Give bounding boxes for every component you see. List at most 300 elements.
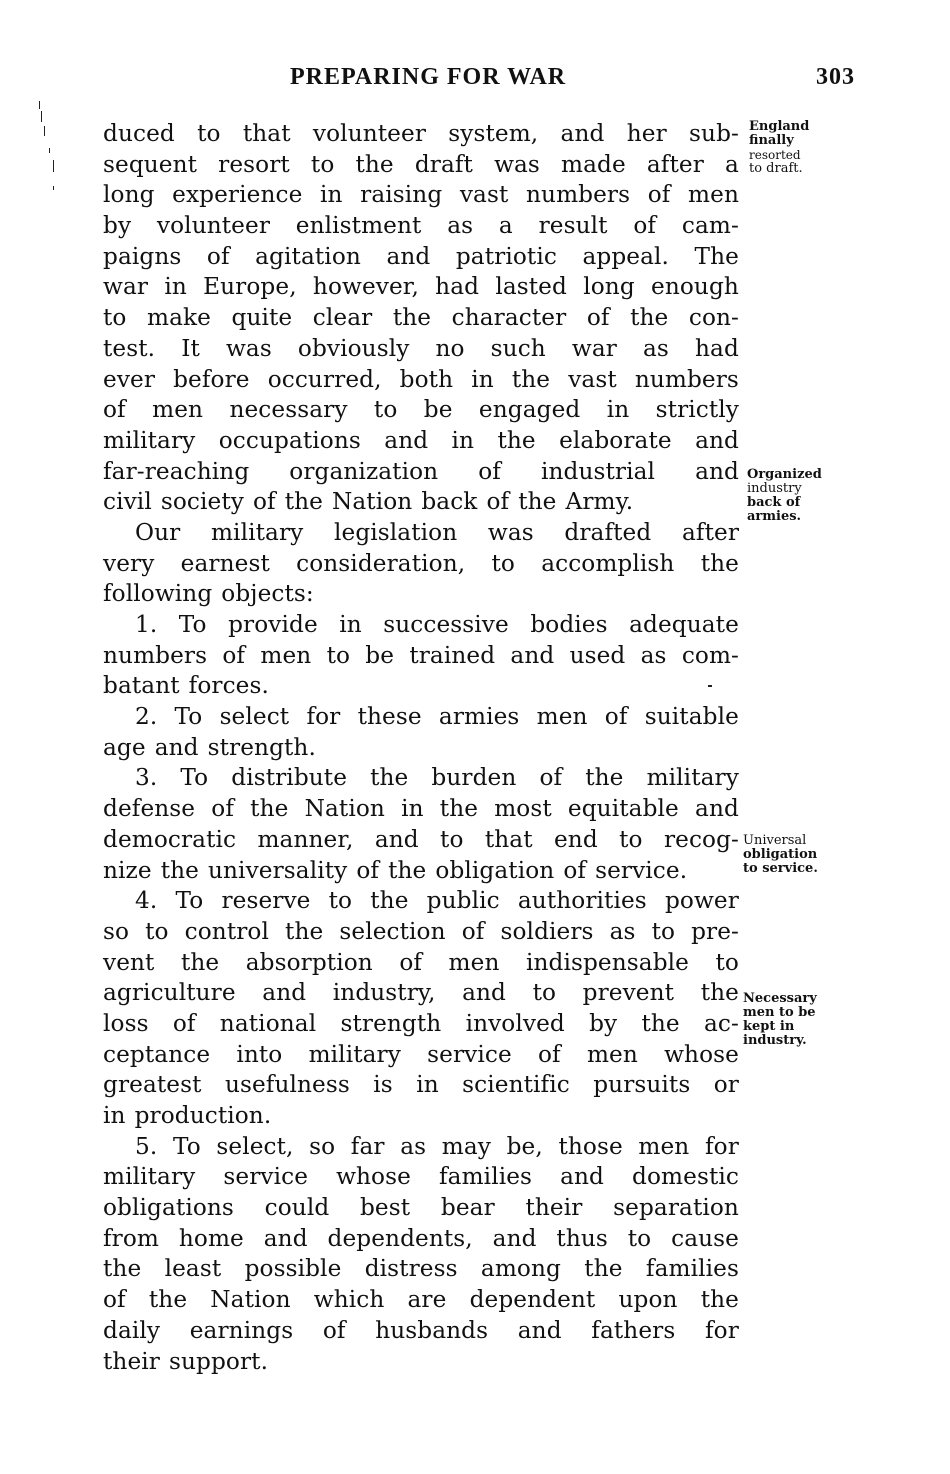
text-line xyxy=(103,1224,739,1255)
word: organization xyxy=(289,457,439,485)
margin-note-line: resorted xyxy=(749,148,801,162)
word: select xyxy=(219,703,290,731)
word: in xyxy=(339,611,362,638)
word: industry, xyxy=(332,979,436,1007)
word: the xyxy=(439,795,479,823)
word: that xyxy=(242,120,291,147)
word: be xyxy=(423,396,453,424)
word: upon xyxy=(618,1286,678,1314)
margin-note-line: Necessary xyxy=(743,991,817,1006)
word: manner, xyxy=(257,825,354,853)
word: a xyxy=(724,150,739,178)
word: engaged xyxy=(478,396,581,424)
word: make xyxy=(147,304,211,332)
word: provide xyxy=(228,611,318,638)
word: in xyxy=(416,1071,439,1099)
word: strength xyxy=(340,1009,442,1037)
word: in xyxy=(471,365,494,393)
word: selection xyxy=(339,917,446,945)
word: to xyxy=(373,396,398,424)
word: necessary xyxy=(229,396,348,424)
word: quite xyxy=(231,304,293,332)
word: these xyxy=(357,703,422,731)
word: in xyxy=(401,795,424,823)
word: Nation xyxy=(331,488,413,516)
margin-note-line: obligation xyxy=(743,847,818,862)
word: after xyxy=(681,518,739,546)
word: the xyxy=(148,1286,188,1314)
margin-note-universal-obligation xyxy=(743,834,818,876)
text-line xyxy=(103,1316,739,1347)
margin-note-line: to service. xyxy=(743,861,818,876)
word: as xyxy=(609,917,636,945)
word: distribute xyxy=(231,764,348,792)
word: after xyxy=(646,150,704,178)
word: fathers xyxy=(591,1316,676,1344)
word: bodies xyxy=(530,611,608,638)
word: military xyxy=(646,764,739,792)
word: home xyxy=(178,1224,244,1252)
word: the xyxy=(284,488,323,516)
word: and xyxy=(386,242,431,270)
margin-note-line: Universal xyxy=(743,833,807,848)
word: the xyxy=(584,1255,623,1283)
word: agitation xyxy=(255,242,361,270)
word: equitable xyxy=(567,795,679,823)
word: enough xyxy=(651,273,739,301)
word: of xyxy=(211,795,235,823)
word: Our xyxy=(135,518,181,546)
word: universality xyxy=(207,856,348,884)
word: men xyxy=(260,641,312,669)
text-line xyxy=(103,150,739,181)
word: enlistment xyxy=(295,212,422,240)
word: bear xyxy=(440,1194,495,1222)
word: by xyxy=(589,1009,618,1037)
text-line xyxy=(103,211,739,242)
text-line xyxy=(103,1254,739,1285)
word: distress xyxy=(364,1255,458,1283)
word: greatest xyxy=(103,1071,202,1099)
word: occupations xyxy=(218,426,361,454)
word: system, xyxy=(448,120,539,147)
word: men xyxy=(638,1132,690,1160)
word: forces. xyxy=(188,672,269,700)
word: however, xyxy=(312,273,419,301)
text-line xyxy=(103,1285,739,1316)
word: back xyxy=(421,488,478,516)
word: men xyxy=(688,181,739,209)
word: as xyxy=(447,212,474,240)
word: armies xyxy=(438,703,520,731)
text-line xyxy=(103,702,739,733)
word: is xyxy=(373,1071,393,1099)
margin-note-line: Organized xyxy=(747,467,822,482)
word: and xyxy=(262,979,307,1007)
word: character xyxy=(451,304,567,332)
word: experience xyxy=(172,181,303,209)
word: 4. xyxy=(135,887,158,915)
word: to xyxy=(440,825,464,853)
word: objects: xyxy=(221,580,314,608)
text-line xyxy=(103,948,739,979)
word: service xyxy=(223,1163,309,1191)
word: and xyxy=(263,1224,308,1252)
text-line xyxy=(103,579,739,610)
word: pursuits xyxy=(593,1071,691,1099)
word: of xyxy=(399,948,423,976)
text-line xyxy=(103,395,739,426)
word: appeal. xyxy=(582,242,669,270)
word: society xyxy=(160,488,244,516)
word: for xyxy=(704,1132,739,1160)
text-line xyxy=(103,794,739,825)
word: into xyxy=(236,1040,283,1068)
word: strictly xyxy=(655,396,739,424)
word: most xyxy=(494,795,552,823)
word: the xyxy=(700,549,739,577)
word: in xyxy=(103,1102,126,1129)
margin-note-line: armies. xyxy=(747,509,802,524)
word: obviously xyxy=(297,334,410,362)
word: the xyxy=(160,856,199,884)
word: was xyxy=(225,334,272,362)
word: to xyxy=(103,304,127,332)
word: volunteer xyxy=(156,212,271,240)
word: patriotic xyxy=(455,242,557,270)
text-line xyxy=(103,1040,739,1071)
word: reserve xyxy=(221,887,311,915)
text-line xyxy=(103,180,739,211)
word: volunteer xyxy=(312,120,427,147)
word: men xyxy=(152,396,204,424)
objective-3 xyxy=(103,763,739,886)
word: the xyxy=(518,488,557,516)
word: 1. xyxy=(135,611,158,638)
word: that xyxy=(484,825,533,853)
text-line xyxy=(103,487,739,518)
word: To xyxy=(174,703,203,731)
text-line xyxy=(103,856,739,887)
word: the xyxy=(630,304,669,332)
word: in xyxy=(451,426,475,454)
scan-artifact-mark xyxy=(44,126,45,136)
word: very xyxy=(103,549,155,577)
word: ever xyxy=(103,365,156,393)
word: to xyxy=(197,120,221,147)
word: adequate xyxy=(629,611,739,638)
word: be, xyxy=(506,1132,543,1160)
text-line xyxy=(103,518,739,549)
word: duced xyxy=(103,120,175,147)
word: accomplish xyxy=(541,549,675,577)
page-number: 303 xyxy=(816,64,855,90)
word: to xyxy=(651,917,676,945)
word: ceptance xyxy=(103,1040,211,1068)
margin-note-line: kept in xyxy=(743,1019,795,1034)
word: military xyxy=(308,1040,401,1068)
text-line xyxy=(103,641,739,672)
word: to xyxy=(310,150,335,178)
text-line xyxy=(103,426,739,457)
word: of xyxy=(252,488,276,516)
word: Nation xyxy=(304,795,385,823)
word: and xyxy=(517,1316,562,1344)
word: the xyxy=(103,1255,142,1283)
word: To xyxy=(175,887,204,915)
word: select, xyxy=(216,1132,294,1160)
word: dependents, xyxy=(327,1224,473,1252)
word: to xyxy=(532,979,557,1007)
word: and xyxy=(492,1224,537,1252)
word: daily xyxy=(103,1316,161,1344)
word: service xyxy=(427,1040,512,1068)
word: was xyxy=(487,518,534,546)
word: men xyxy=(586,1040,638,1068)
word: defense xyxy=(103,795,196,823)
word: had xyxy=(435,273,480,301)
word: 5. xyxy=(135,1132,158,1160)
word: end xyxy=(553,825,598,853)
word: the xyxy=(700,979,739,1007)
margin-note-organized-industry xyxy=(747,468,822,524)
word: of xyxy=(647,181,671,209)
word: domestic xyxy=(632,1163,739,1191)
text-line xyxy=(103,671,739,702)
word: of xyxy=(539,764,563,792)
word: of xyxy=(103,1286,126,1314)
margin-note-line: England xyxy=(749,119,810,134)
word: long xyxy=(583,273,635,301)
word: and xyxy=(384,426,429,454)
word: may xyxy=(441,1132,491,1160)
word: 3. xyxy=(135,764,158,792)
word: men xyxy=(536,703,588,731)
word: of xyxy=(604,703,628,731)
word: before xyxy=(173,365,250,393)
running-header xyxy=(100,64,855,100)
word: of xyxy=(633,212,657,240)
word: indispensable xyxy=(525,948,689,976)
word: the xyxy=(641,1009,680,1037)
body-text-column xyxy=(103,119,739,1377)
word: families xyxy=(645,1255,739,1283)
word: the xyxy=(370,887,409,915)
word: her xyxy=(626,120,667,147)
word: to xyxy=(627,1224,652,1252)
word: for xyxy=(306,703,341,731)
word: among xyxy=(480,1255,561,1283)
word: drafted xyxy=(564,518,652,546)
word: obligations xyxy=(103,1194,234,1222)
word: military xyxy=(103,1163,196,1191)
word: separation xyxy=(613,1194,739,1222)
text-line xyxy=(103,978,739,1009)
word: to xyxy=(491,549,515,577)
scan-artifact-mark xyxy=(53,160,54,172)
word: as xyxy=(400,1132,427,1160)
word: cam- xyxy=(681,212,739,240)
text-line xyxy=(103,303,739,334)
text-line xyxy=(103,1347,739,1378)
word: war xyxy=(571,334,617,362)
running-title: PREPARING FOR WAR xyxy=(290,64,567,90)
word: con- xyxy=(688,304,739,332)
word: Army. xyxy=(565,488,634,516)
word: control xyxy=(184,917,269,945)
text-line xyxy=(103,886,739,917)
text-line xyxy=(103,825,739,856)
text-line xyxy=(103,1132,739,1163)
word: lasted xyxy=(495,273,567,301)
word: batant xyxy=(103,672,180,700)
word: least xyxy=(164,1255,222,1283)
objective-2 xyxy=(103,702,739,763)
word: production. xyxy=(134,1102,272,1129)
word: and xyxy=(374,825,419,853)
text-line xyxy=(103,610,739,641)
word: usefulness xyxy=(224,1071,350,1099)
word: to xyxy=(145,917,169,945)
word: families xyxy=(438,1163,533,1191)
word: loss xyxy=(103,1009,149,1037)
word: as xyxy=(643,334,669,362)
word: of xyxy=(478,457,501,485)
word: and xyxy=(695,795,739,823)
word: the xyxy=(285,917,324,945)
word: the xyxy=(511,365,551,393)
word: was xyxy=(494,150,540,178)
word: so xyxy=(309,1132,336,1160)
word: paigns xyxy=(103,242,182,270)
word: sub- xyxy=(689,120,739,147)
word: consideration, xyxy=(296,549,466,577)
word: soldiers xyxy=(500,917,594,945)
word: the xyxy=(250,795,289,823)
word: successive xyxy=(383,611,509,638)
word: and xyxy=(462,979,506,1007)
word: prevent xyxy=(582,979,675,1007)
word: agriculture xyxy=(103,979,236,1007)
word: Nation xyxy=(210,1286,291,1314)
text-line xyxy=(103,733,739,764)
word: trained xyxy=(409,641,496,669)
word: whose xyxy=(336,1163,411,1191)
word: To xyxy=(178,611,207,638)
word: the xyxy=(700,1286,739,1314)
scan-artifact-mark xyxy=(53,186,54,190)
word: sequent xyxy=(103,150,198,178)
word: industrial xyxy=(540,457,656,485)
word: to xyxy=(715,948,739,976)
word: of xyxy=(103,396,126,424)
word: used xyxy=(569,641,626,669)
word: of xyxy=(222,641,246,669)
word: numbers xyxy=(103,641,208,669)
scan-artifact-mark xyxy=(39,101,40,109)
word: service. xyxy=(595,856,688,884)
word: and xyxy=(695,457,739,485)
word: 2. xyxy=(135,703,158,731)
margin-note-line: industry. xyxy=(743,1033,807,1048)
objective-4 xyxy=(103,886,739,1132)
word: of xyxy=(563,856,587,884)
word: those xyxy=(558,1132,623,1160)
word: power xyxy=(664,887,739,915)
word: result xyxy=(538,212,608,240)
word: of xyxy=(356,856,380,884)
word: The xyxy=(694,242,739,270)
word: best xyxy=(359,1194,411,1222)
word: dependent xyxy=(469,1286,596,1314)
word: obligation xyxy=(435,856,555,884)
margin-note-england-draft xyxy=(749,120,809,176)
word: of xyxy=(461,917,485,945)
word: the xyxy=(370,764,409,792)
word: It xyxy=(181,334,200,362)
word: age xyxy=(103,733,146,761)
word: the xyxy=(355,150,394,178)
word: their xyxy=(525,1194,583,1222)
word: far xyxy=(350,1132,385,1160)
word: the xyxy=(392,304,432,332)
word: possible xyxy=(244,1255,342,1283)
word: support. xyxy=(168,1347,269,1375)
text-line xyxy=(103,334,739,365)
text-line xyxy=(103,1162,739,1193)
word: of xyxy=(486,488,510,516)
scan-artifact-mark xyxy=(49,148,50,153)
word: clear xyxy=(312,304,373,332)
margin-note-line: back of xyxy=(747,495,801,510)
word: for xyxy=(704,1316,739,1344)
word: to xyxy=(328,887,353,915)
word: legislation xyxy=(333,518,458,546)
text-line xyxy=(103,365,739,396)
word: the xyxy=(497,426,536,454)
word: public xyxy=(426,887,500,915)
scan-artifact-mark xyxy=(41,111,42,122)
word: are xyxy=(407,1286,447,1314)
word: and xyxy=(695,426,739,454)
word: absorption xyxy=(245,948,373,976)
word: long xyxy=(103,181,155,209)
word: to xyxy=(619,825,643,853)
word: in xyxy=(164,273,187,301)
word: involved xyxy=(465,1009,565,1037)
margin-note-line: industry xyxy=(747,481,802,496)
word: a xyxy=(498,212,513,240)
word: in xyxy=(606,396,630,424)
word: in xyxy=(319,181,343,209)
word: husbands xyxy=(375,1316,489,1344)
word: and xyxy=(154,733,199,761)
word: which xyxy=(313,1286,385,1314)
word: following xyxy=(103,580,213,608)
word: military xyxy=(210,518,304,546)
word: democratic xyxy=(103,825,237,853)
text-line xyxy=(103,119,739,150)
word: elaborate xyxy=(559,426,672,454)
text-line xyxy=(103,1009,739,1040)
word: and xyxy=(560,1163,604,1191)
word: scientific xyxy=(462,1071,570,1099)
word: from xyxy=(103,1224,160,1252)
word: nize xyxy=(103,856,152,884)
word: vent xyxy=(103,948,155,976)
word: authorities xyxy=(517,887,647,915)
word: test. xyxy=(103,334,156,362)
